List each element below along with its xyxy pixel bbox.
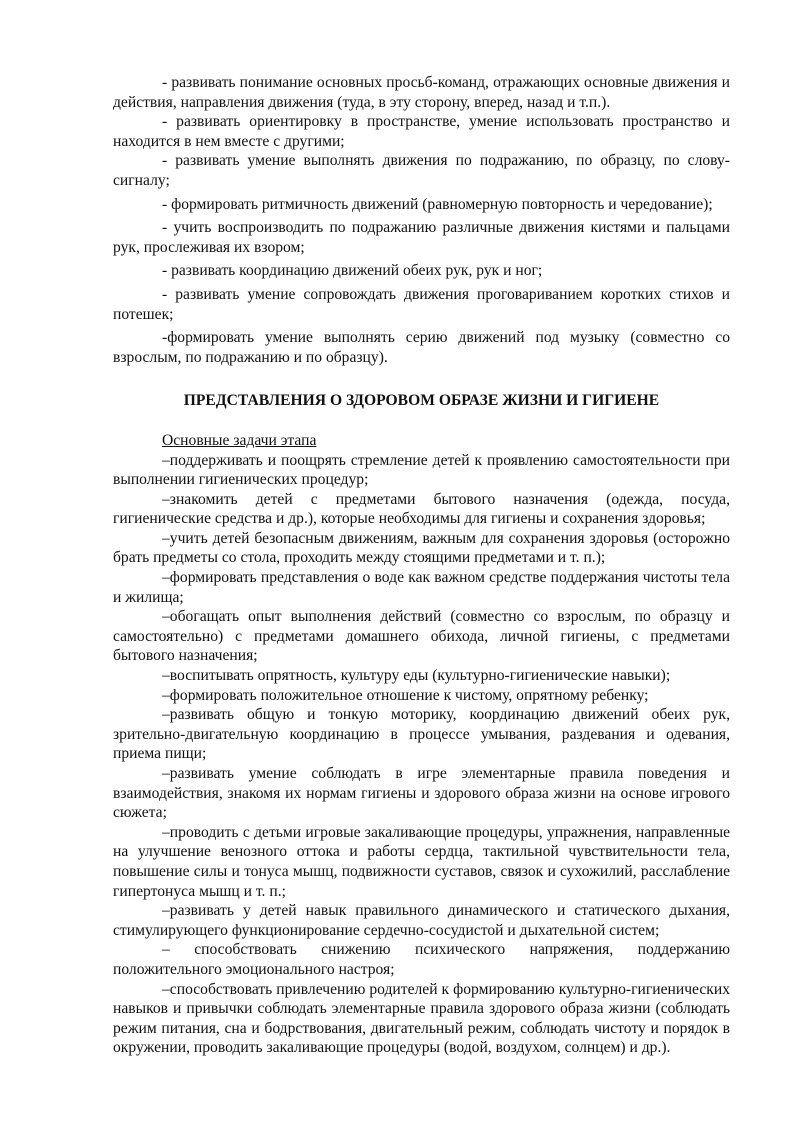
list-item: – способствовать снижению психического напряжения, поддержанию положительного эмоционального настроя; bbox=[113, 941, 730, 978]
list-item: –формировать представления о воде как важном средстве поддержания чистоты тела и жилища; bbox=[113, 569, 730, 606]
list-item: –формировать положительное отношение к чистому, опрятному ребенку; bbox=[162, 686, 649, 704]
list-item: –проводить с детьми игровые закаливающие процедуры, упражнения, направленные на улучшение венозного оттока и работы сердца, тактильной чувствительности тела, повышение силы и тонуса мышц, подвижности суставов, связок и сухожилий, расслабление гипертонуса мышц и т. п.; bbox=[113, 823, 730, 900]
section-subheading: Основные задачи этапа bbox=[162, 431, 317, 449]
list-item: –поддерживать и поощрять стремление детей к проявлению самостоятельности при выполнении гигиенических процедур; bbox=[113, 451, 730, 489]
list-item: - развивать умение сопровождать движения проговариванием коротких стихов и потешек; bbox=[113, 285, 730, 323]
list-item: –развивать общую и тонкую моторику, координацию движений обеих рук, зрительно-двигательную координацию в процессе умывания, раздевания и одевания, приема пищи; bbox=[113, 706, 730, 763]
list-item: -формировать умение выполнять серию движений под музыку (совместно со взрослым, по подражанию и по образцу). bbox=[113, 329, 730, 366]
list-item: –способствовать привлечению родителей к формированию культурно-гигиенических навыков и привычки соблюдать элементарные правила здорового образа жизни (соблюдать режим питания, сна и бодрствования, двигательный режим, соблюдать чистоту и порядок в окружении, проводить закаливающие процедуры (водой, воздухом, солнцем) и др.). bbox=[113, 980, 730, 1057]
motor-skills-list bbox=[113, 73, 730, 367]
list-item: - формировать ритмичность движений (равномерную повторность и чередование); bbox=[162, 195, 713, 213]
list-item: - развивать ориентировку в пространстве, умение использовать пространство и находится в нем вместе с другими; bbox=[113, 113, 730, 150]
list-item: - развивать умение выполнять движения по подражанию, по образцу, по слову-сигналу; bbox=[113, 152, 730, 189]
list-item: –воспитывать опрятность, культуру еды (культурно-гигиенические навыки); bbox=[162, 667, 671, 685]
list-item: - развивать координацию движений обеих рук, рук и ног; bbox=[162, 262, 543, 280]
health-tasks-list bbox=[113, 451, 730, 1058]
list-item: –знакомить детей с предметами бытового назначения (одежда, посуда, гигиенические средства и др.), которые необходимы для гигиены и сохранения здоровья; bbox=[113, 490, 730, 528]
list-item: - развивать понимание основных просьб-команд, отражающих основные движения и действия, направления движения (туда, в эту сторону, вперед, назад и т.п.). bbox=[113, 74, 730, 111]
list-item: –обогащать опыт выполнения действий (совместно со взрослым, по образцу и самостоятельно) с предметами домашнего обихода, личной гигиены, с предметами бытового назначения; bbox=[113, 608, 730, 665]
list-item: –развивать умение соблюдать в игре элементарные правила поведения и взаимодействия, знакомя их нормам гигиены и здорового образа жизни на основе игрового сюжета; bbox=[113, 765, 730, 822]
list-item: –учить детей безопасным движениям, важным для сохранения здоровья (осторожно брать предметы со стола, проходить между стоящими предметами и т. п.); bbox=[113, 529, 730, 567]
list-item: –развивать у детей навык правильного динамического и статического дыхания, стимулирующего функционирование сердечно-сосудистой и дыхательной систем; bbox=[113, 902, 730, 939]
list-item: - учить воспроизводить по подражанию различные движения кистями и пальцами рук, прослеживая их взором; bbox=[113, 219, 730, 256]
section-heading: ПРЕДСТАВЛЕНИЯ О ЗДОРОВОМ ОБРАЗЕ ЖИЗНИ И ГИГИЕНЕ bbox=[183, 392, 660, 410]
